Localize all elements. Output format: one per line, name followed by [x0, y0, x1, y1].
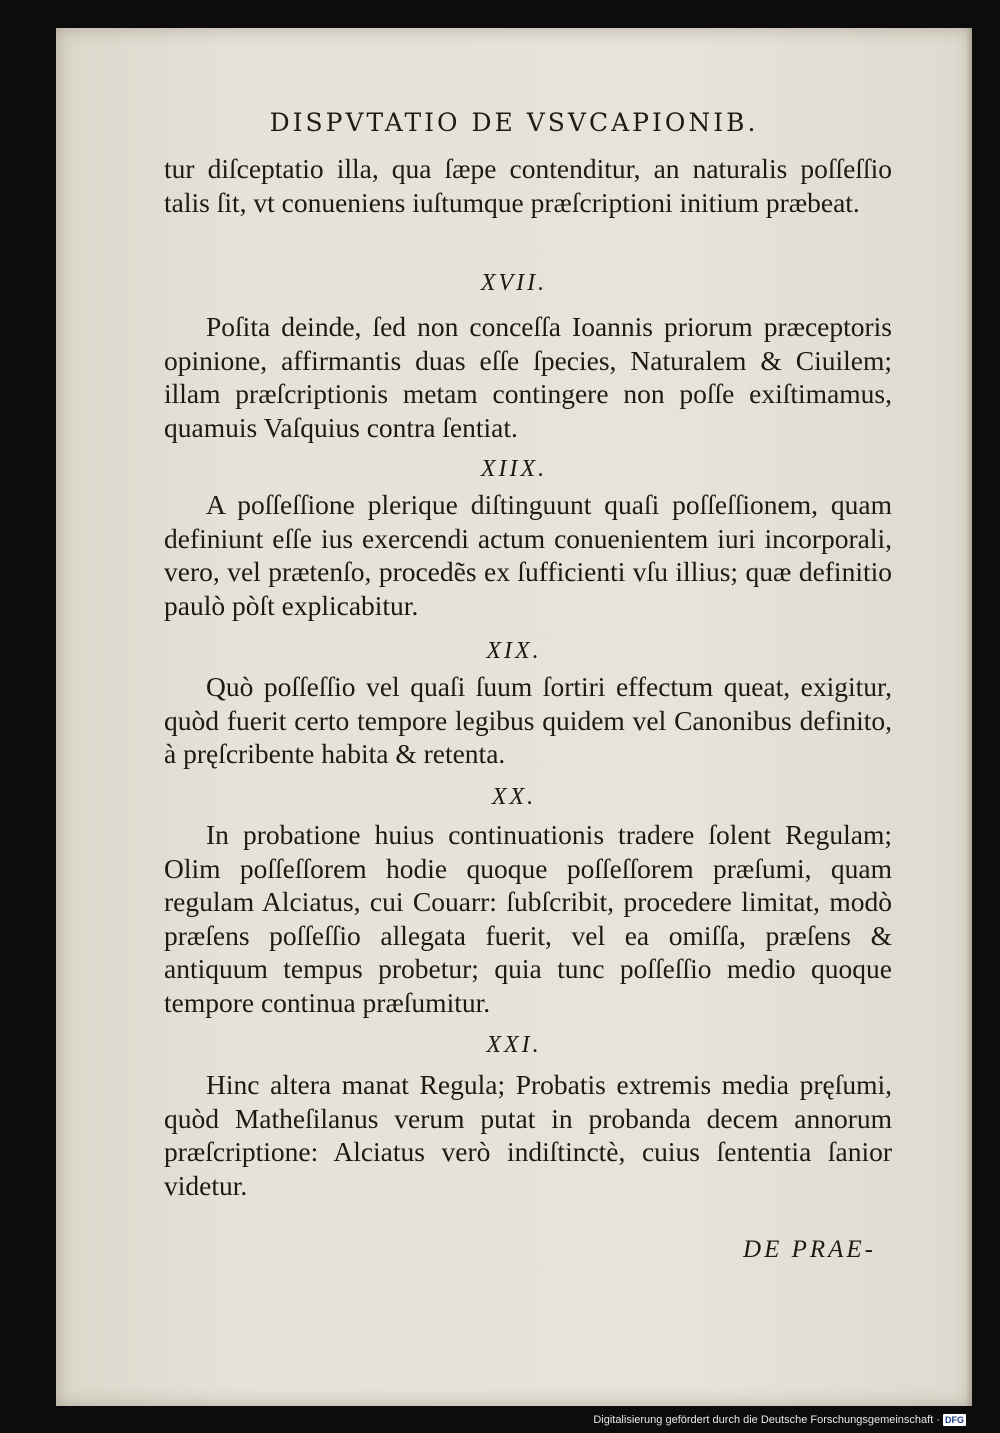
section-numeral-xvii: XVII.	[480, 270, 548, 296]
section-numeral-xx: XX.	[491, 784, 537, 810]
section-numeral-xix: XIX.	[486, 638, 542, 664]
digitization-credit	[593, 1414, 966, 1426]
section-numeral-xiix: XIIX.	[480, 456, 548, 482]
section-text-xxi: Hinc altera manat Regula; Probatis extremis media pręſumi, quòd Matheſilanus verum putat in probanda decem annorum præſcriptione: Alciatus verò indiſtinctè, cuius ſententia ſanior videtur.	[164, 1069, 892, 1201]
running-title: DISPVTATIO DE VSVCAPIONIB.	[269, 108, 759, 137]
section-text-xix: Quò poſſeſſio vel quaſi ſuum ſortiri effectum queat, exigitur, quòd fuerit certo tempore legibus quidem vel Canonibus definito, à pręſcribente habita & retenta.	[164, 671, 892, 769]
continuation-paragraph: tur diſceptatio illa, qua ſæpe contenditur, an naturalis poſſeſſio talis ſit, vt conueniens iuſtumque præſcriptioni initium præbeat.	[164, 153, 892, 218]
page-edge-shadow	[966, 28, 972, 1406]
section-text-xvii: Poſita deinde, ſed non conceſſa Ioannis priorum præceptoris opinione, affirmantis duas eſſe ſpecies, Naturalem & Ciuilem; illam præſcriptionis metam contingere non poſſe exiſtimamus, quamuis Vaſquius contra ſentiat.	[164, 311, 892, 443]
catchword: DE PRAE-	[743, 1236, 876, 1263]
book-page	[56, 28, 972, 1406]
section-text-xiix: A poſſeſſione plerique diſtinguunt quaſi poſſeſſionem, quam definiunt eſſe ius exercendi actum conuenientem iuri incorporali, vero, vel prætenſo, procedẽs ex ſufficienti vſu illius; quæ definitio paulò pòſt explicabitur.	[164, 489, 892, 621]
credit-text: Digitalisierung gefördert durch die Deutsche Forschungsgemeinschaft ·	[593, 1414, 940, 1426]
section-numeral-xxi: XXI.	[486, 1032, 542, 1058]
section-text-xx: In probatione huius continuationis tradere ſolent Regulam; Olim poſſeſſorem hodie quoque poſſeſſorem præſumi, quam regulam Alciatus, cui Couarr: ſubſcribit, procedere limitat, modò præſens poſſeſſio allegata fuerit, vel ea omiſſa, præſens & antiquum tempus probetur; quia tunc poſſeſſio medio quoque tempore continua præſumitur.	[164, 819, 892, 1018]
dfg-logo: DFG	[945, 1415, 964, 1425]
